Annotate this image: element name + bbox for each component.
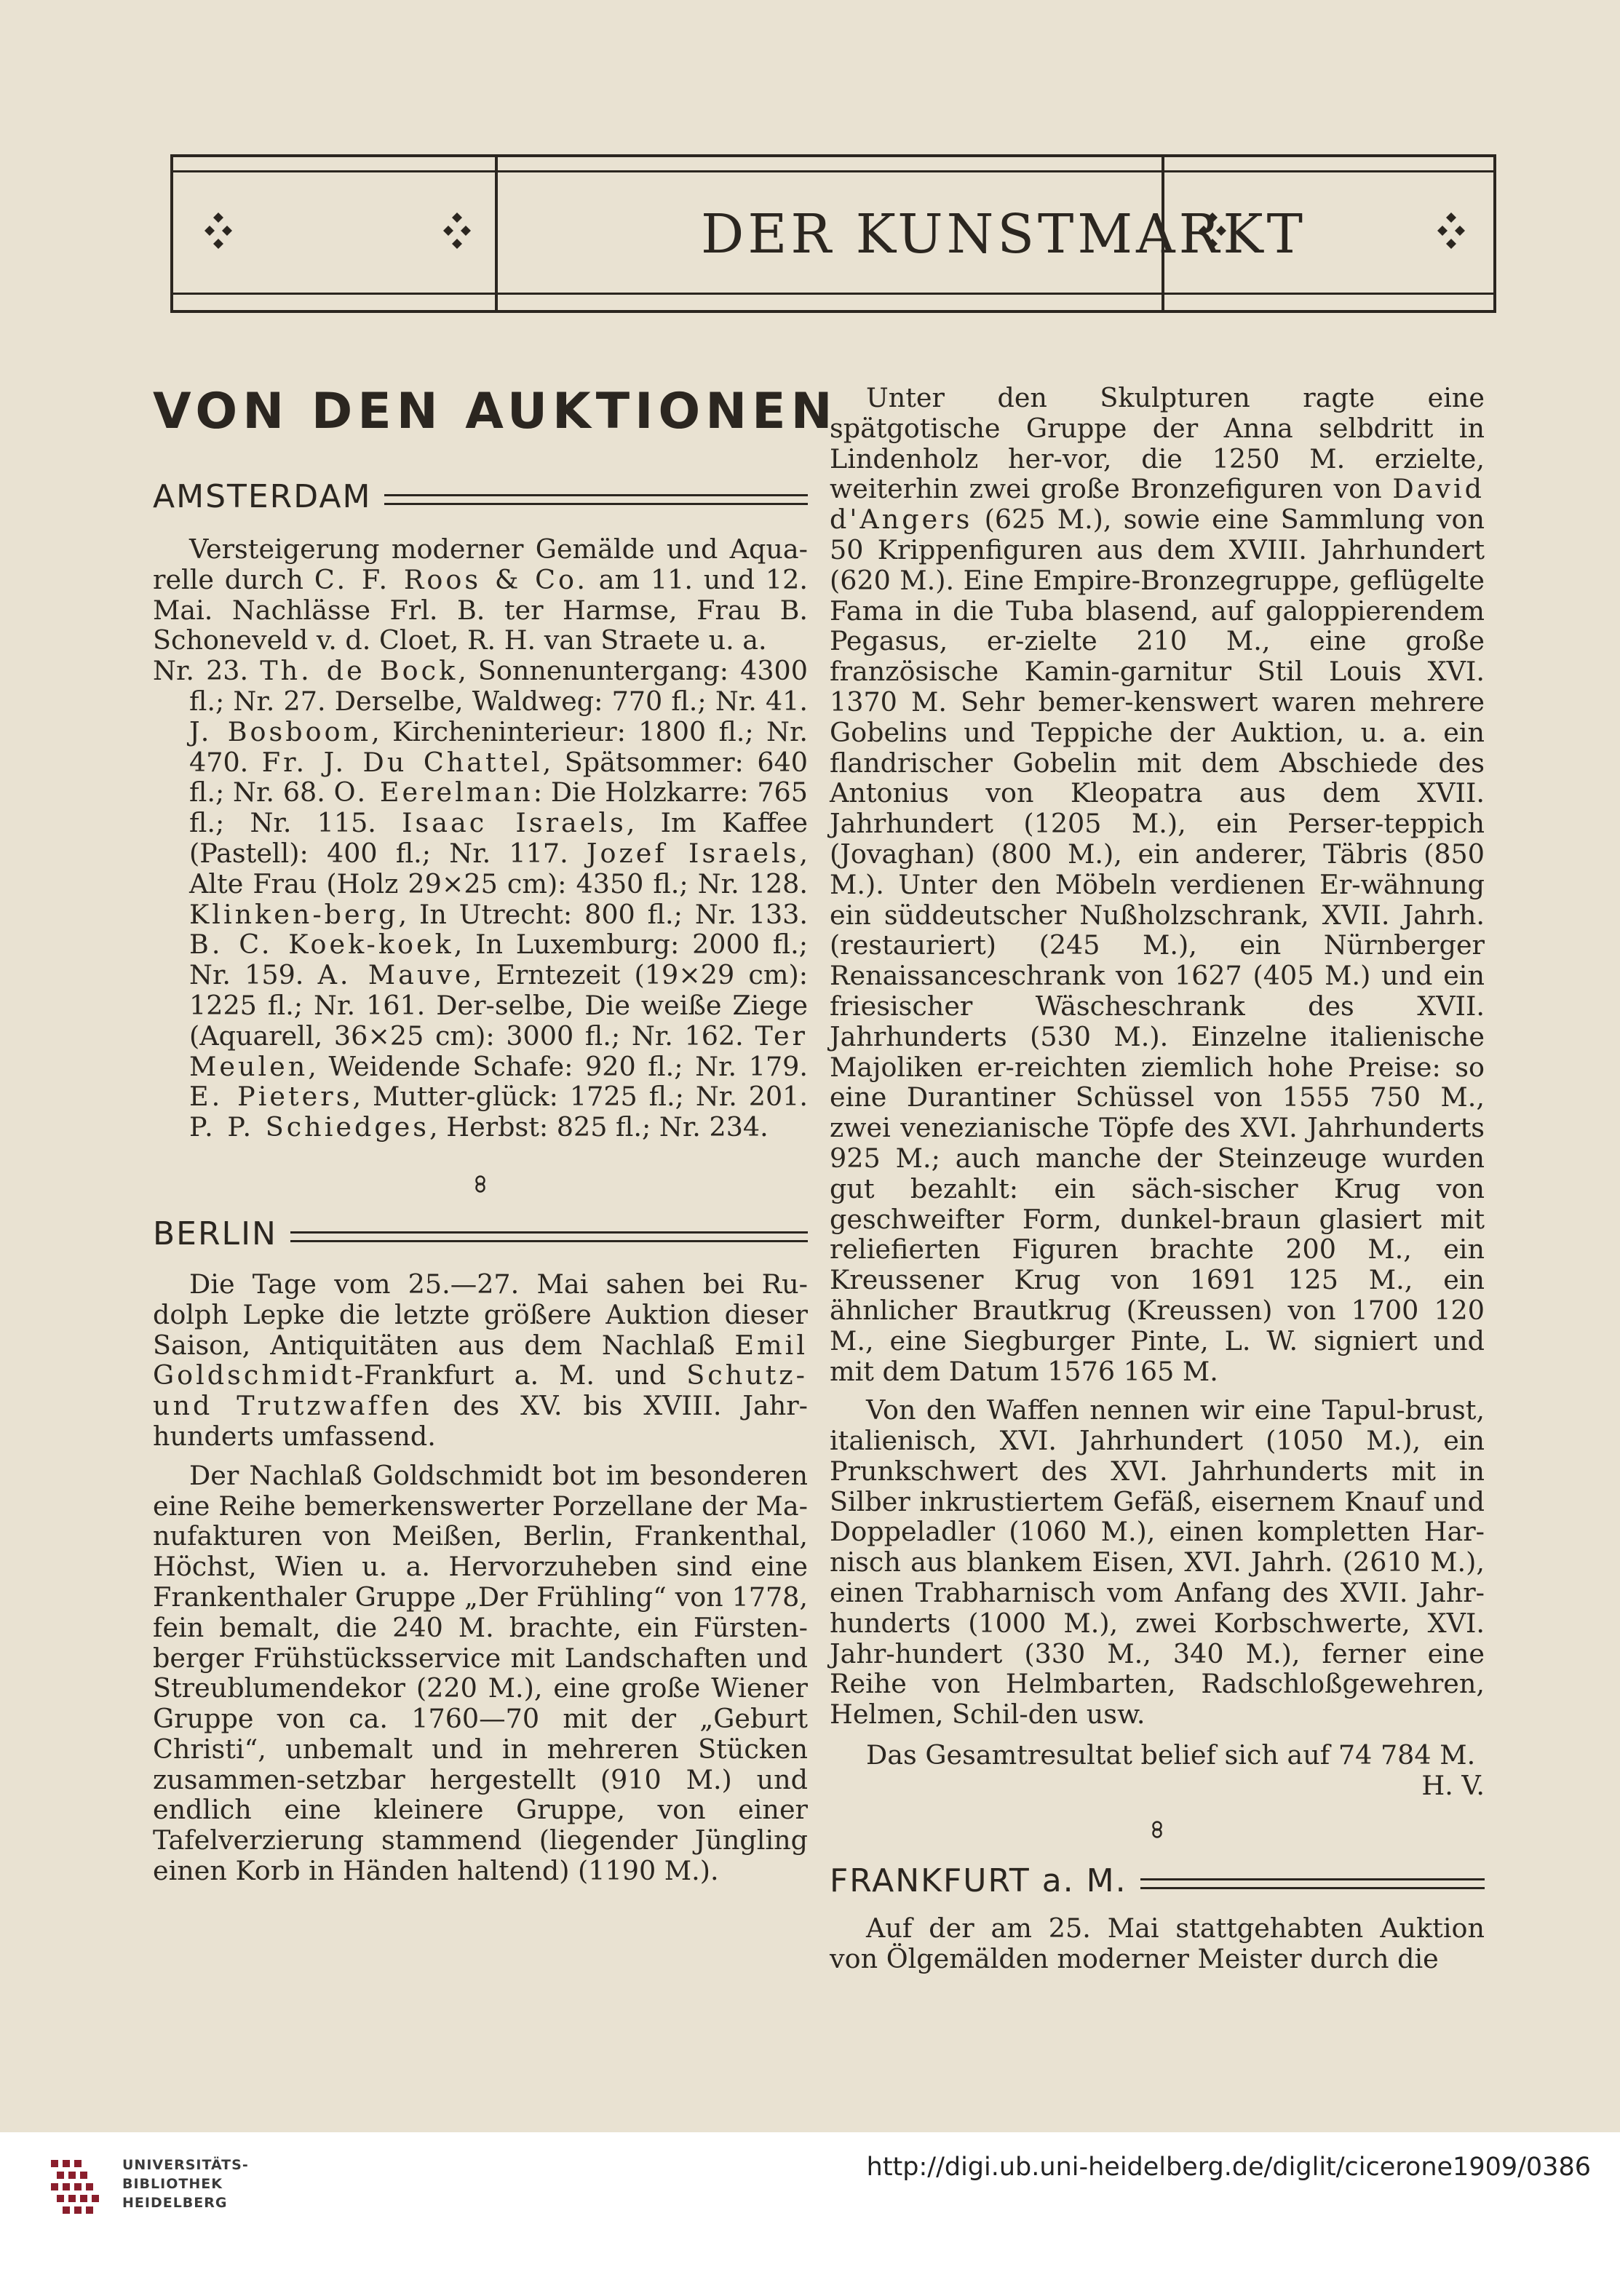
masthead-rule-bottom (170, 310, 1496, 313)
frankfurt-paragraph: Auf der am 25. Mai stattgehabten Auktion von Ölgemälden moderner Meister durch die (830, 1912, 1485, 1974)
total-result-paragraph: Das Gesamtresultat belief sich auf 74 784 M. (866, 1739, 1476, 1771)
author-signature: H. V. (1421, 1769, 1485, 1801)
section-heading-text: BERLIN (153, 1215, 277, 1253)
diamond-ornament-icon (435, 211, 479, 255)
library-name: UNIVERSITÄTS- BIBLIOTHEK HEIDELBERG (122, 2157, 249, 2211)
section-separator (830, 1804, 1485, 1855)
sculpture-paragraph: Unter den Skulpturen ragte eine spätgotische Gruppe der Anna selbdritt in Lindenholz her-vor, die 1250 M. erzielte, weiterhin zwei große Bronzefiguren von David d'Angers (625 M.), sowie eine Sammlung von 50 Krippenfiguren aus dem XVIII. Jahrhundert (620 M.). Eine Empire-Bronzegruppe, geflügelte Fama in die Tuba blasend, auf galoppierendem Pegasus, er-zielte 210 M., eine große französische Kamin-garnitur Stil Louis XVI. 1370 M. Sehr bemer-kenswert waren mehrere Gobelins und Teppiche der Auktion, u. a. ein flandrischer Gobelin mit dem Abschiede des Antonius von Kleopatra aus dem XVII. Jahrhundert (1205 M.), ein Perser-teppich (Jovaghan) (800 M.), ein anderer, Täbris (850 M.). Unter den Möbeln verdienen Er-wähnung ein süddeutscher Nußholzschrank, XVII. Jahrh. (restauriert) (245 M.), ein Nürnberger Renaissanceschrank von 1627 (405 M.) und ein friesischer Wäscheschrank des XVII. Jahrhunderts (530 M.). Einzelne italienische Majoliken er-reichten ziemlich hohe Preise: so eine Durantiner Schüssel von 1555 750 M., zwei venezianische Töpfe des XVI. Jahrhunderts 925 M.; auch manche der Steinzeuge wurden gut bezahlt: ein säch-sischer Krug von geschweifter Form, dunkel-braun glasiert mit reliefierten Figuren brachte 200 M., ein Kreussener Krug von 1691 125 M., ein ähnlicher Brautkrug (Kreussen) von 1700 120 M., eine Siegburger Pinte, L. W. signiert und mit dem Datum 1576 165 M. (830, 382, 1485, 1387)
source-url[interactable]: http://digi.ub.uni-heidelberg.de/diglit/cicerone1909/0386 (866, 2153, 1591, 2182)
university-library-logo-icon (45, 2154, 111, 2220)
right-column (830, 383, 1485, 1974)
diamond-ornament-icon (1429, 211, 1473, 255)
masthead-rule-top (170, 154, 1496, 157)
masthead-border-right (1493, 154, 1496, 313)
section-heading-frankfurt (830, 1859, 1485, 1903)
heading-double-rule (384, 494, 808, 505)
heading-double-rule (1140, 1878, 1485, 1889)
amsterdam-intro-paragraph: Versteigerung moderner Gemälde und Aqua-relle durch C. F. Roos & Co. am 11. und 12. Mai. Nachlässe Frl. B. ter Harmse, Frau B. Schoneveld v. d. Cloet, R. H. van Straete u. a. (153, 533, 808, 656)
separator-ornament-icon (1149, 1820, 1165, 1839)
digitization-footer (0, 2132, 1620, 2296)
berlin-porcelain-paragraph: Der Nachlaß Goldschmidt bot im besonderen eine Reihe bemerkenswerter Porzellane der Ma-nufakturen von Meißen, Berlin, Frankenthal, Höchst, Wien u. a. Hervorzuheben sind eine Frankenthaler Gruppe „Der Frühling“ von 1778, fein bemalt, die 240 M. brachte, ein Fürsten-berger Frühstücksservice mit Landschaften und Streublumendekor (220 M.), eine große Wiener Gruppe von ca. 1760—70 mit der „Geburt Christi“, unbemalt und in mehreren Stücken zusammen-setzbar hergestellt (910 M.) und endlich eine kleinere Gruppe, von einer Tafelverzierung stammend (liegender Jüngling einen Korb in Händen haltend) (1190 M.). (153, 1459, 808, 1887)
masthead-border-left (170, 154, 173, 313)
left-column (153, 378, 838, 1887)
berlin-intro-paragraph: Die Tage vom 25.—27. Mai sahen bei Ru-dolph Lepke die letzte größere Auktion dieser Saison, Antiquitäten aus dem Nachlaß Emil Goldschmidt-Frankfurt a. M. und Schutz- und Trutzwaffen des XV. bis XVIII. Jahr-hunderts umfassend. (153, 1268, 808, 1452)
masthead-divider-left (495, 154, 498, 313)
main-heading: VON DEN AUKTIONEN (153, 383, 838, 440)
section-heading-text: FRANKFURT a. M. (830, 1862, 1127, 1900)
masthead (170, 154, 1496, 314)
separator-ornament-icon (472, 1175, 488, 1193)
section-heading-berlin (153, 1212, 808, 1256)
section-heading-amsterdam (153, 474, 808, 518)
masthead-title: DER KUNSTMARKT (701, 203, 1306, 266)
section-heading-text: AMSTERDAM (153, 477, 372, 515)
heading-double-rule (290, 1231, 808, 1242)
masthead-rule-inner-top (170, 170, 1496, 172)
section-separator (153, 1159, 808, 1209)
diamond-ornament-icon (196, 211, 240, 255)
amsterdam-lots-paragraph: Nr. 23. Th. de Bock, Sonnenuntergang: 4300 fl.; Nr. 27. Derselbe, Waldweg: 770 fl.; Nr. 41. J. Bosboom, Kircheninterieur: 1800 fl.; Nr. 470. Fr. J. Du Chattel, Spätsommer: 640 fl.; Nr. 68. O. Eerelman: Die Holzkarre: 765 fl.; Nr. 115. Isaac Israels, Im Kaffee (Pastell): 400 fl.; Nr. 117. Jozef Israels, Alte Frau (Holz 29×25 cm): 4350 fl.; Nr. 128. Klinken-berg, In Utrecht: 800 fl.; Nr. 133. B. C. Koek-koek, In Luxemburg: 2000 fl.; Nr. 159. A. Mauve, Erntezeit (19×29 cm): 1225 fl.; Nr. 161. Der-selbe, Die weiße Ziege (Aquarell, 36×25 cm): 3000 fl.; Nr. 162. Ter Meulen, Weidende Schafe: 920 fl.; Nr. 179. E. Pieters, Mutter-glück: 1725 fl.; Nr. 201. P. P. Schiedges, Herbst: 825 fl.; Nr. 234. (153, 655, 809, 1143)
weapons-paragraph: Von den Waffen nennen wir eine Tapul-brust, italienisch, XVI. Jahrhundert (1050 M.), ein Prunkschwert des XVI. Jahrhunderts mit in Silber inkrustiertem Gefäß, eisernem Knauf und Doppeladler (1060 M.), einen kompletten Har-nisch aus blankem Eisen, XVI. Jahrh. (2610 M.), einen Trabharnisch vom Anfang des XVII. Jahr-hunderts (1000 M.), zwei Korbschwerte, XVI. Jahr-hundert (330 M., 340 M.), ferner eine Reihe von Helmbarten, Radschloßgewehren, Helmen, Schil-den usw. (830, 1394, 1485, 1731)
masthead-rule-inner-bottom (170, 293, 1496, 295)
